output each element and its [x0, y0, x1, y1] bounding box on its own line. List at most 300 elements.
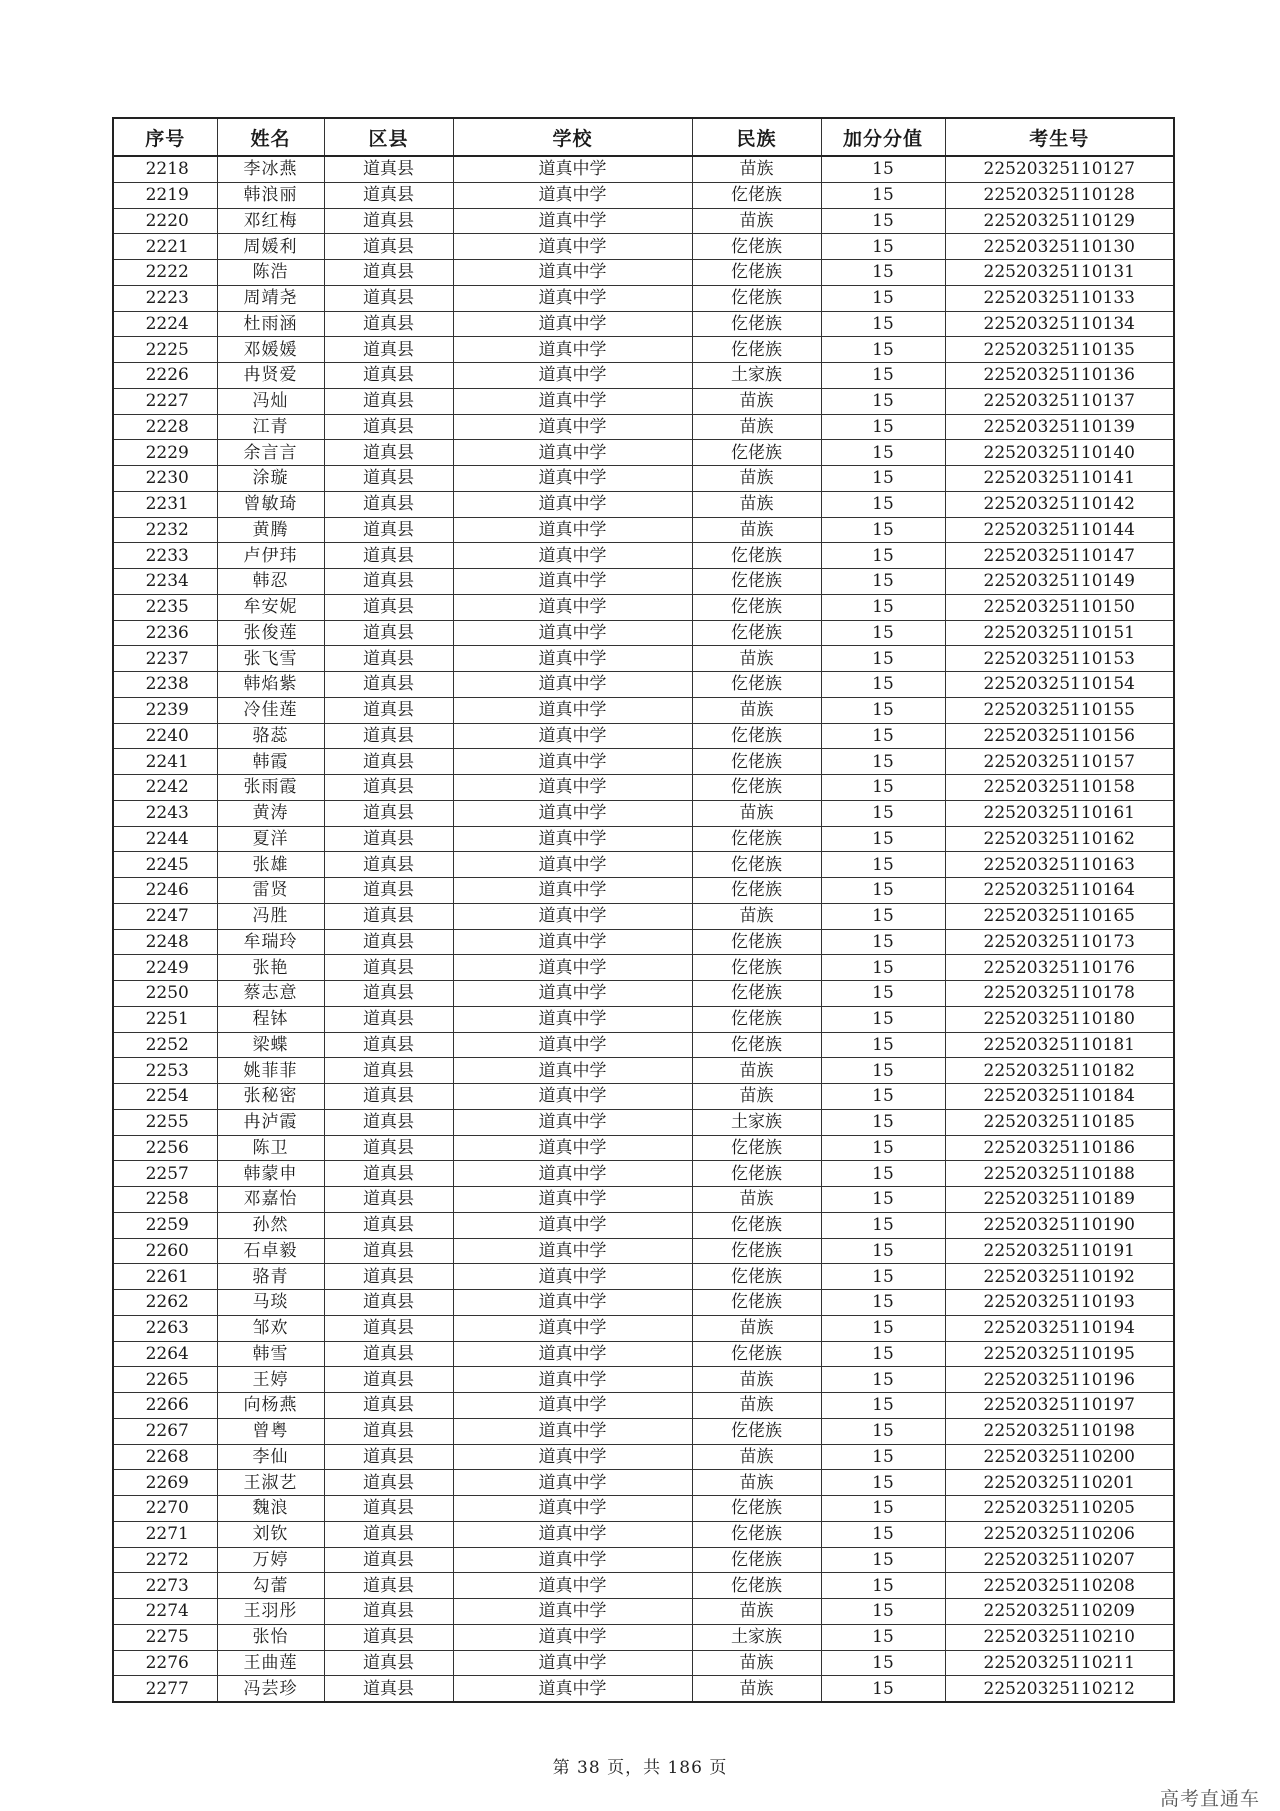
- table-row: [113, 1624, 1174, 1650]
- cell-county: 道真县: [324, 697, 453, 723]
- table-row: [113, 1393, 1174, 1419]
- cell-name: 程钵: [217, 1006, 324, 1032]
- cell-school: 道真中学: [453, 440, 692, 466]
- cell-school: 道真中学: [453, 543, 692, 569]
- cell-county: 道真县: [324, 260, 453, 286]
- cell-exam-id: 22520325110195: [945, 1341, 1174, 1367]
- cell-exam-id: 22520325110208: [945, 1573, 1174, 1599]
- cell-exam-id: 22520325110137: [945, 388, 1174, 414]
- cell-seq: 2275: [113, 1624, 217, 1650]
- cell-seq: 2256: [113, 1135, 217, 1161]
- cell-county: 道真县: [324, 569, 453, 595]
- cell-seq: 2235: [113, 594, 217, 620]
- cell-exam-id: 22520325110142: [945, 491, 1174, 517]
- cell-bonus: 15: [821, 569, 945, 595]
- cell-name: 姚菲菲: [217, 1058, 324, 1084]
- cell-bonus: 15: [821, 260, 945, 286]
- cell-ethnicity: 苗族: [692, 156, 821, 182]
- table-row: [113, 363, 1174, 389]
- cell-county: 道真县: [324, 749, 453, 775]
- table-row: [113, 1315, 1174, 1341]
- cell-ethnicity: 苗族: [692, 697, 821, 723]
- cell-exam-id: 22520325110144: [945, 517, 1174, 543]
- cell-name: 曾粤: [217, 1418, 324, 1444]
- cell-school: 道真中学: [453, 1367, 692, 1393]
- table-row: [113, 1084, 1174, 1110]
- cell-name: 张秘密: [217, 1084, 324, 1110]
- cell-name: 王婷: [217, 1367, 324, 1393]
- cell-school: 道真中学: [453, 337, 692, 363]
- cell-name: 江青: [217, 414, 324, 440]
- cell-school: 道真中学: [453, 260, 692, 286]
- cell-county: 道真县: [324, 1058, 453, 1084]
- cell-name: 张俊莲: [217, 620, 324, 646]
- cell-seq: 2250: [113, 981, 217, 1007]
- cell-name: 韩霞: [217, 749, 324, 775]
- cell-ethnicity: 仡佬族: [692, 1418, 821, 1444]
- cell-county: 道真县: [324, 1187, 453, 1213]
- cell-exam-id: 22520325110153: [945, 646, 1174, 672]
- cell-seq: 2262: [113, 1290, 217, 1316]
- cell-school: 道真中学: [453, 234, 692, 260]
- cell-seq: 2244: [113, 826, 217, 852]
- cell-school: 道真中学: [453, 208, 692, 234]
- cell-county: 道真县: [324, 1496, 453, 1522]
- cell-county: 道真县: [324, 311, 453, 337]
- cell-seq: 2241: [113, 749, 217, 775]
- cell-name: 周靖尧: [217, 285, 324, 311]
- cell-ethnicity: 苗族: [692, 517, 821, 543]
- table-header-row: [113, 118, 1174, 156]
- table-row: [113, 1264, 1174, 1290]
- cell-bonus: 15: [821, 1599, 945, 1625]
- cell-exam-id: 22520325110135: [945, 337, 1174, 363]
- cell-seq: 2236: [113, 620, 217, 646]
- cell-bonus: 15: [821, 1032, 945, 1058]
- cell-exam-id: 22520325110201: [945, 1470, 1174, 1496]
- cell-bonus: 15: [821, 620, 945, 646]
- cell-name: 梁蝶: [217, 1032, 324, 1058]
- cell-ethnicity: 仡佬族: [692, 1496, 821, 1522]
- cell-name: 刘钦: [217, 1521, 324, 1547]
- cell-seq: 2227: [113, 388, 217, 414]
- cell-school: 道真中学: [453, 981, 692, 1007]
- table-row: [113, 440, 1174, 466]
- cell-bonus: 15: [821, 285, 945, 311]
- cell-seq: 2248: [113, 929, 217, 955]
- cell-name: 黄腾: [217, 517, 324, 543]
- cell-seq: 2249: [113, 955, 217, 981]
- cell-bonus: 15: [821, 234, 945, 260]
- cell-bonus: 15: [821, 800, 945, 826]
- cell-bonus: 15: [821, 723, 945, 749]
- cell-county: 道真县: [324, 1290, 453, 1316]
- cell-exam-id: 22520325110141: [945, 466, 1174, 492]
- cell-seq: 2231: [113, 491, 217, 517]
- cell-bonus: 15: [821, 1161, 945, 1187]
- cell-name: 余言言: [217, 440, 324, 466]
- cell-school: 道真中学: [453, 1393, 692, 1419]
- cell-exam-id: 22520325110157: [945, 749, 1174, 775]
- table-row: [113, 1676, 1174, 1702]
- cell-ethnicity: 仡佬族: [692, 260, 821, 286]
- cell-county: 道真县: [324, 929, 453, 955]
- cell-seq: 2277: [113, 1676, 217, 1702]
- cell-name: 夏洋: [217, 826, 324, 852]
- cell-seq: 2238: [113, 672, 217, 698]
- cell-seq: 2270: [113, 1496, 217, 1522]
- cell-name: 牟瑞玲: [217, 929, 324, 955]
- cell-ethnicity: 仡佬族: [692, 775, 821, 801]
- cell-seq: 2261: [113, 1264, 217, 1290]
- cell-exam-id: 22520325110212: [945, 1676, 1174, 1702]
- cell-seq: 2269: [113, 1470, 217, 1496]
- cell-ethnicity: 土家族: [692, 363, 821, 389]
- cell-ethnicity: 仡佬族: [692, 1521, 821, 1547]
- cell-bonus: 15: [821, 981, 945, 1007]
- cell-seq: 2237: [113, 646, 217, 672]
- cell-name: 张飞雪: [217, 646, 324, 672]
- cell-county: 道真县: [324, 878, 453, 904]
- cell-county: 道真县: [324, 1212, 453, 1238]
- cell-county: 道真县: [324, 1418, 453, 1444]
- cell-school: 道真中学: [453, 1084, 692, 1110]
- cell-school: 道真中学: [453, 903, 692, 929]
- cell-bonus: 15: [821, 1264, 945, 1290]
- cell-ethnicity: 仡佬族: [692, 1573, 821, 1599]
- cell-ethnicity: 仡佬族: [692, 1341, 821, 1367]
- cell-bonus: 15: [821, 466, 945, 492]
- cell-school: 道真中学: [453, 1032, 692, 1058]
- cell-exam-id: 22520325110147: [945, 543, 1174, 569]
- cell-school: 道真中学: [453, 1444, 692, 1470]
- cell-county: 道真县: [324, 1084, 453, 1110]
- cell-ethnicity: 仡佬族: [692, 620, 821, 646]
- cell-exam-id: 22520325110207: [945, 1547, 1174, 1573]
- cell-school: 道真中学: [453, 414, 692, 440]
- cell-county: 道真县: [324, 1238, 453, 1264]
- cell-exam-id: 22520325110206: [945, 1521, 1174, 1547]
- cell-county: 道真县: [324, 285, 453, 311]
- cell-exam-id: 22520325110136: [945, 363, 1174, 389]
- cell-seq: 2224: [113, 311, 217, 337]
- cell-bonus: 15: [821, 1006, 945, 1032]
- table-row: [113, 1109, 1174, 1135]
- cell-ethnicity: 仡佬族: [692, 182, 821, 208]
- cell-ethnicity: 苗族: [692, 491, 821, 517]
- cell-exam-id: 22520325110193: [945, 1290, 1174, 1316]
- cell-name: 向杨燕: [217, 1393, 324, 1419]
- cell-ethnicity: 仡佬族: [692, 543, 821, 569]
- cell-seq: 2258: [113, 1187, 217, 1213]
- cell-name: 韩忍: [217, 569, 324, 595]
- bonus-points-table: [112, 117, 1175, 1703]
- cell-bonus: 15: [821, 1341, 945, 1367]
- cell-exam-id: 22520325110194: [945, 1315, 1174, 1341]
- cell-seq: 2228: [113, 414, 217, 440]
- cell-ethnicity: 苗族: [692, 1676, 821, 1702]
- cell-bonus: 15: [821, 517, 945, 543]
- cell-ethnicity: 仡佬族: [692, 1212, 821, 1238]
- table-row: [113, 517, 1174, 543]
- cell-bonus: 15: [821, 1418, 945, 1444]
- table-row: [113, 697, 1174, 723]
- cell-county: 道真县: [324, 1006, 453, 1032]
- cell-name: 韩浪丽: [217, 182, 324, 208]
- cell-ethnicity: 仡佬族: [692, 1290, 821, 1316]
- table-row: [113, 800, 1174, 826]
- cell-county: 道真县: [324, 646, 453, 672]
- cell-seq: 2272: [113, 1547, 217, 1573]
- table-row: [113, 1470, 1174, 1496]
- cell-ethnicity: 苗族: [692, 800, 821, 826]
- cell-county: 道真县: [324, 1547, 453, 1573]
- table-row: [113, 1032, 1174, 1058]
- cell-ethnicity: 仡佬族: [692, 1264, 821, 1290]
- cell-name: 蔡志意: [217, 981, 324, 1007]
- page-number: 第 38 页，共 186 页: [552, 1758, 728, 1778]
- table-row: [113, 1238, 1174, 1264]
- cell-exam-id: 22520325110192: [945, 1264, 1174, 1290]
- cell-name: 万婷: [217, 1547, 324, 1573]
- cell-school: 道真中学: [453, 388, 692, 414]
- table-row: [113, 234, 1174, 260]
- cell-name: 卢伊玮: [217, 543, 324, 569]
- table-body: [113, 156, 1174, 1702]
- cell-bonus: 15: [821, 311, 945, 337]
- cell-ethnicity: 仡佬族: [692, 749, 821, 775]
- cell-seq: 2239: [113, 697, 217, 723]
- cell-exam-id: 22520325110133: [945, 285, 1174, 311]
- table-row: [113, 1599, 1174, 1625]
- cell-county: 道真县: [324, 800, 453, 826]
- cell-school: 道真中学: [453, 1290, 692, 1316]
- cell-ethnicity: 仡佬族: [692, 672, 821, 698]
- cell-exam-id: 22520325110186: [945, 1135, 1174, 1161]
- table-row: [113, 260, 1174, 286]
- cell-exam-id: 22520325110209: [945, 1599, 1174, 1625]
- cell-exam-id: 22520325110129: [945, 208, 1174, 234]
- header-exam-id: 考生号: [945, 118, 1174, 156]
- table-row: [113, 569, 1174, 595]
- cell-exam-id: 22520325110178: [945, 981, 1174, 1007]
- table-row: [113, 929, 1174, 955]
- cell-ethnicity: 苗族: [692, 388, 821, 414]
- cell-seq: 2264: [113, 1341, 217, 1367]
- cell-bonus: 15: [821, 749, 945, 775]
- table-row: [113, 1547, 1174, 1573]
- table-row: [113, 672, 1174, 698]
- cell-county: 道真县: [324, 1444, 453, 1470]
- cell-school: 道真中学: [453, 1135, 692, 1161]
- cell-county: 道真县: [324, 388, 453, 414]
- cell-county: 道真县: [324, 182, 453, 208]
- cell-county: 道真县: [324, 1650, 453, 1676]
- cell-exam-id: 22520325110165: [945, 903, 1174, 929]
- cell-county: 道真县: [324, 1470, 453, 1496]
- cell-exam-id: 22520325110190: [945, 1212, 1174, 1238]
- cell-name: 曾敏琦: [217, 491, 324, 517]
- cell-seq: 2267: [113, 1418, 217, 1444]
- header-ethnicity: 民族: [692, 118, 821, 156]
- cell-school: 道真中学: [453, 1470, 692, 1496]
- cell-ethnicity: 仡佬族: [692, 1006, 821, 1032]
- cell-ethnicity: 苗族: [692, 414, 821, 440]
- cell-county: 道真县: [324, 1341, 453, 1367]
- cell-name: 黄涛: [217, 800, 324, 826]
- cell-seq: 2221: [113, 234, 217, 260]
- cell-seq: 2265: [113, 1367, 217, 1393]
- cell-seq: 2251: [113, 1006, 217, 1032]
- cell-bonus: 15: [821, 1573, 945, 1599]
- cell-county: 道真县: [324, 337, 453, 363]
- cell-county: 道真县: [324, 234, 453, 260]
- cell-school: 道真中学: [453, 1264, 692, 1290]
- cell-county: 道真县: [324, 1624, 453, 1650]
- cell-ethnicity: 苗族: [692, 1444, 821, 1470]
- cell-exam-id: 22520325110134: [945, 311, 1174, 337]
- cell-bonus: 15: [821, 1212, 945, 1238]
- cell-name: 石卓毅: [217, 1238, 324, 1264]
- cell-school: 道真中学: [453, 569, 692, 595]
- table-row: [113, 466, 1174, 492]
- cell-county: 道真县: [324, 955, 453, 981]
- cell-ethnicity: 仡佬族: [692, 1032, 821, 1058]
- cell-ethnicity: 土家族: [692, 1624, 821, 1650]
- cell-exam-id: 22520325110151: [945, 620, 1174, 646]
- cell-ethnicity: 仡佬族: [692, 981, 821, 1007]
- cell-school: 道真中学: [453, 775, 692, 801]
- cell-name: 冷佳莲: [217, 697, 324, 723]
- cell-school: 道真中学: [453, 1599, 692, 1625]
- cell-ethnicity: 土家族: [692, 1109, 821, 1135]
- cell-county: 道真县: [324, 491, 453, 517]
- cell-bonus: 15: [821, 775, 945, 801]
- cell-bonus: 15: [821, 1676, 945, 1702]
- cell-school: 道真中学: [453, 749, 692, 775]
- cell-exam-id: 22520325110140: [945, 440, 1174, 466]
- cell-ethnicity: 仡佬族: [692, 1238, 821, 1264]
- cell-exam-id: 22520325110149: [945, 569, 1174, 595]
- cell-name: 邓嘉怡: [217, 1187, 324, 1213]
- cell-bonus: 15: [821, 1084, 945, 1110]
- table-row: [113, 1187, 1174, 1213]
- cell-bonus: 15: [821, 1650, 945, 1676]
- cell-bonus: 15: [821, 208, 945, 234]
- cell-exam-id: 22520325110161: [945, 800, 1174, 826]
- cell-bonus: 15: [821, 929, 945, 955]
- cell-county: 道真县: [324, 620, 453, 646]
- cell-school: 道真中学: [453, 955, 692, 981]
- table-row: [113, 1573, 1174, 1599]
- cell-school: 道真中学: [453, 826, 692, 852]
- cell-county: 道真县: [324, 1521, 453, 1547]
- cell-seq: 2220: [113, 208, 217, 234]
- cell-exam-id: 22520325110127: [945, 156, 1174, 182]
- cell-exam-id: 22520325110184: [945, 1084, 1174, 1110]
- cell-exam-id: 22520325110158: [945, 775, 1174, 801]
- cell-exam-id: 22520325110150: [945, 594, 1174, 620]
- cell-school: 道真中学: [453, 852, 692, 878]
- cell-ethnicity: 仡佬族: [692, 594, 821, 620]
- cell-bonus: 15: [821, 826, 945, 852]
- cell-name: 张雄: [217, 852, 324, 878]
- cell-school: 道真中学: [453, 1315, 692, 1341]
- table-row: [113, 1212, 1174, 1238]
- cell-exam-id: 22520325110131: [945, 260, 1174, 286]
- cell-ethnicity: 仡佬族: [692, 852, 821, 878]
- cell-exam-id: 22520325110139: [945, 414, 1174, 440]
- cell-exam-id: 22520325110180: [945, 1006, 1174, 1032]
- cell-seq: 2247: [113, 903, 217, 929]
- cell-ethnicity: 苗族: [692, 208, 821, 234]
- cell-school: 道真中学: [453, 1418, 692, 1444]
- cell-ethnicity: 苗族: [692, 1084, 821, 1110]
- cell-bonus: 15: [821, 543, 945, 569]
- cell-school: 道真中学: [453, 1109, 692, 1135]
- cell-ethnicity: 苗族: [692, 1650, 821, 1676]
- table-row: [113, 1341, 1174, 1367]
- cell-county: 道真县: [324, 981, 453, 1007]
- cell-exam-id: 22520325110173: [945, 929, 1174, 955]
- cell-ethnicity: 仡佬族: [692, 311, 821, 337]
- cell-school: 道真中学: [453, 182, 692, 208]
- cell-ethnicity: 仡佬族: [692, 929, 821, 955]
- cell-ethnicity: 苗族: [692, 1187, 821, 1213]
- cell-name: 冯胜: [217, 903, 324, 929]
- table-row: [113, 981, 1174, 1007]
- cell-school: 道真中学: [453, 285, 692, 311]
- cell-county: 道真县: [324, 156, 453, 182]
- cell-name: 涂璇: [217, 466, 324, 492]
- cell-bonus: 15: [821, 1444, 945, 1470]
- cell-exam-id: 22520325110188: [945, 1161, 1174, 1187]
- cell-bonus: 15: [821, 1135, 945, 1161]
- cell-name: 冉泸霞: [217, 1109, 324, 1135]
- cell-name: 韩雪: [217, 1341, 324, 1367]
- table-row: [113, 414, 1174, 440]
- cell-school: 道真中学: [453, 156, 692, 182]
- cell-bonus: 15: [821, 852, 945, 878]
- cell-name: 骆蕊: [217, 723, 324, 749]
- cell-name: 马琰: [217, 1290, 324, 1316]
- cell-bonus: 15: [821, 646, 945, 672]
- cell-name: 张怡: [217, 1624, 324, 1650]
- cell-school: 道真中学: [453, 1058, 692, 1084]
- cell-ethnicity: 仡佬族: [692, 1547, 821, 1573]
- cell-exam-id: 22520325110200: [945, 1444, 1174, 1470]
- cell-seq: 2246: [113, 878, 217, 904]
- cell-county: 道真县: [324, 1393, 453, 1419]
- cell-seq: 2219: [113, 182, 217, 208]
- cell-school: 道真中学: [453, 878, 692, 904]
- header-county: 区县: [324, 118, 453, 156]
- cell-seq: 2273: [113, 1573, 217, 1599]
- cell-county: 道真县: [324, 1599, 453, 1625]
- cell-bonus: 15: [821, 594, 945, 620]
- cell-school: 道真中学: [453, 466, 692, 492]
- cell-school: 道真中学: [453, 620, 692, 646]
- table-row: [113, 1521, 1174, 1547]
- header-name: 姓名: [217, 118, 324, 156]
- table-row: [113, 903, 1174, 929]
- cell-name: 陈卫: [217, 1135, 324, 1161]
- cell-ethnicity: 仡佬族: [692, 878, 821, 904]
- cell-name: 勾蕾: [217, 1573, 324, 1599]
- cell-ethnicity: 仡佬族: [692, 826, 821, 852]
- cell-seq: 2266: [113, 1393, 217, 1419]
- cell-seq: 2263: [113, 1315, 217, 1341]
